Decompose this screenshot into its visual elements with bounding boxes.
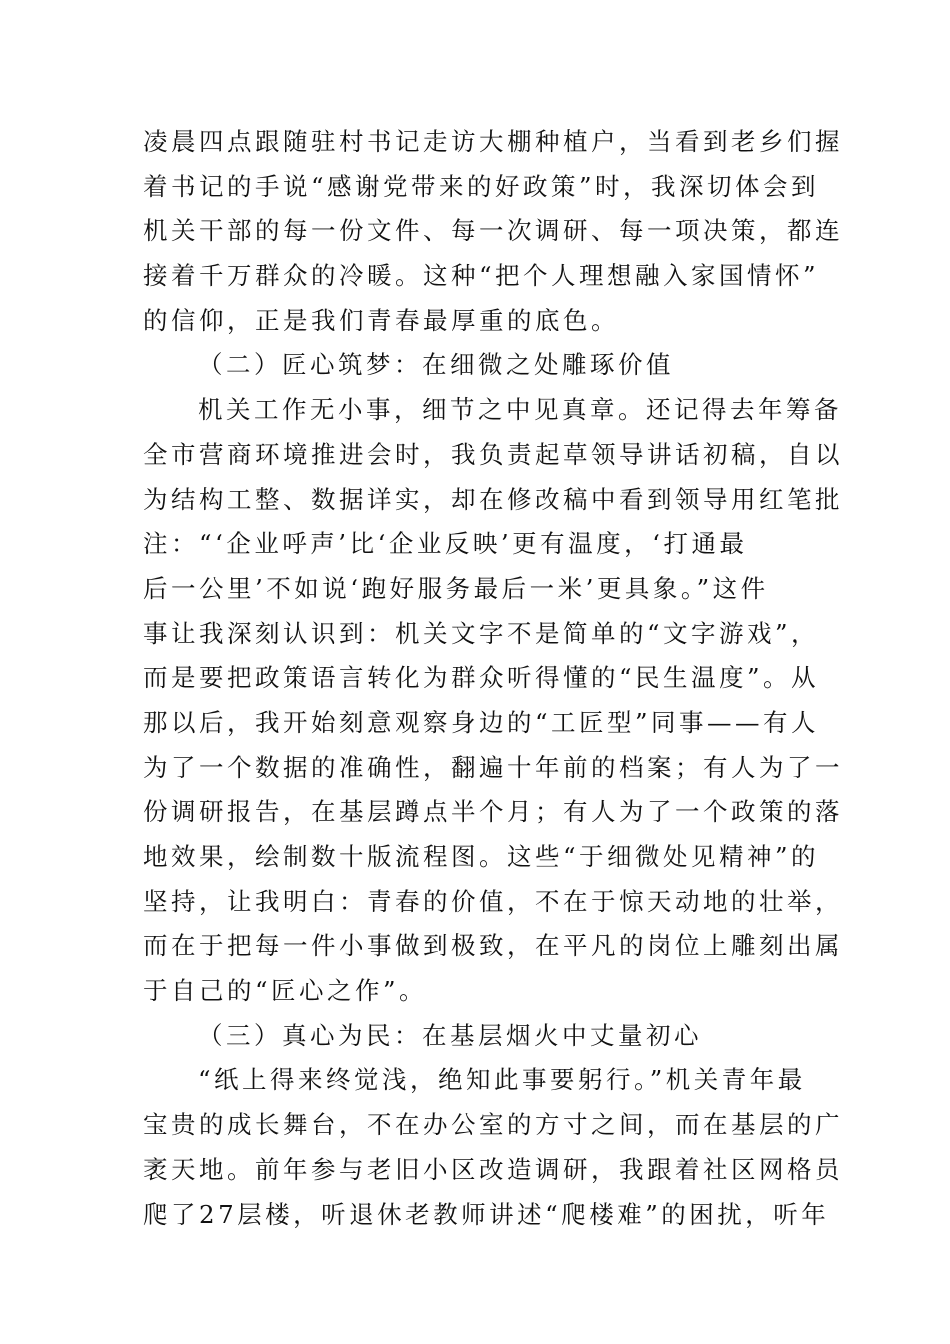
text-line: 那以后，我开始刻意观察身边的“工匠型”同事——有人 (143, 707, 820, 737)
text-line: 注：“‘企业呼声’比‘企业反映’更有温度，‘打通最 (143, 529, 748, 559)
text-line: 而是要把政策语言转化为群众听得懂的“民生温度”。从 (143, 663, 820, 693)
document-body (143, 120, 843, 1237)
paragraph-first-line: 机关工作无小事，细节之中见真章。还记得去年筹备 (198, 395, 842, 425)
text-line: 全市营商环境推进会时，我负责起草领导讲话初稿，自以 (143, 439, 843, 469)
text-line: 地效果，绘制数十版流程图。这些“于细微处见精神”的 (143, 842, 820, 871)
text-line: 后一公里’不如说‘跑好服务最后一米’更具象。”这件 (143, 573, 769, 603)
text-line: 于自己的“匠心之作”。 (143, 976, 428, 1006)
text-line: 为结构工整、数据详实，却在修改稿中看到领导用红笔批 (143, 484, 843, 514)
text-line: 事让我深刻认识到：机关文字不是简单的“文字游戏”， (143, 618, 820, 648)
text-line: 机关干部的每一份文件、每一次调研、每一项决策，都连 (143, 216, 843, 246)
text-line: 接着千万群众的冷暖。这种“把个人理想融入家国情怀” (143, 261, 820, 291)
text-line: 着书记的手说“感谢党带来的好政策”时，我深切体会到 (143, 171, 820, 201)
text-line: 为了一个数据的准确性，翻遍十年前的档案；有人为了一 (143, 752, 843, 782)
text-line: 坚持，让我明白：青春的价值，不在于惊天动地的壮举， (143, 886, 843, 916)
section-heading: （三）真心为民：在基层烟火中丈量初心 (198, 1020, 702, 1050)
section-heading: （二）匠心筑梦：在细微之处雕琢价值 (198, 350, 674, 380)
text-line: 爬了27层楼，听退休老教师讲述“爬楼难”的困扰，听年 (143, 1199, 830, 1229)
text-line: 而在于把每一件小事做到极致，在平凡的岗位上雕刻出属 (143, 931, 843, 961)
text-line: 凌晨四点跟随驻村书记走访大棚种植户，当看到老乡们握 (143, 127, 843, 156)
paragraph-first-line: “纸上得来终觉浅，绝知此事要躬行。”机关青年最 (198, 1065, 806, 1095)
text-line: 的信仰，正是我们青春最厚重的底色。 (143, 305, 619, 335)
text-line: 袤天地。前年参与老旧小区改造调研，我跟着社区网格员 (143, 1154, 843, 1184)
text-line: 宝贵的成长舞台，不在办公室的方寸之间，而在基层的广 (143, 1110, 843, 1140)
text-line: 份调研报告，在基层蹲点半个月；有人为了一个政策的落 (143, 797, 843, 827)
